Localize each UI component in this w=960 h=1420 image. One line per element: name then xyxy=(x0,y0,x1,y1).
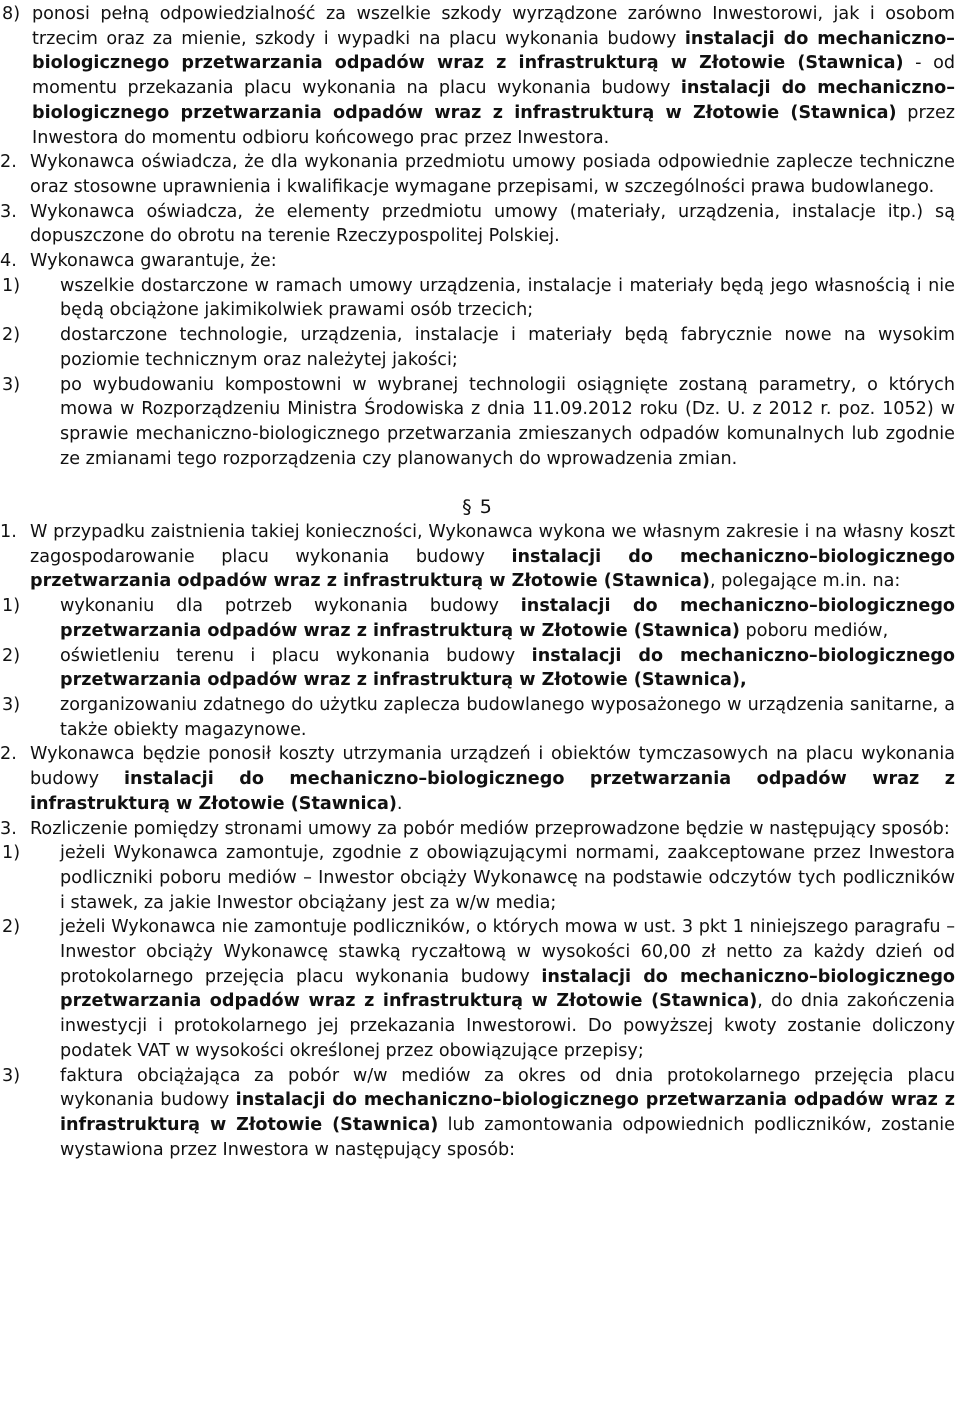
list-item xyxy=(0,693,955,742)
list-number: 1) xyxy=(2,275,21,296)
list-item xyxy=(0,373,955,472)
section-heading xyxy=(0,495,955,520)
text-run: przez Inwestora do momentu odbioru końcowego prac przez Inwestora. xyxy=(32,102,956,148)
paragraph-text xyxy=(30,520,955,594)
text-run: poboru mediów, xyxy=(739,620,889,641)
bold-run: instalacji do mechaniczno–biologicznego przetwarzania odpadów wraz z infrastrukturą w Złotowie (Stawnica) xyxy=(60,596,956,641)
bold-run: instalacji do mechaniczno–biologicznego przetwarzania odpadów wraz z infrastrukturą w Złotowie (Stawnica) xyxy=(32,78,955,123)
text-run: , polegające m.in. na: xyxy=(709,571,901,592)
list-text xyxy=(60,644,955,693)
list-number: 1) xyxy=(2,843,21,864)
paragraph-number: 2. xyxy=(0,152,17,173)
clause-text xyxy=(32,2,955,150)
list-number: 2) xyxy=(2,325,21,346)
list-number: 3) xyxy=(2,694,21,715)
paragraph-number: 4. xyxy=(0,251,17,272)
paragraph-number: 1. xyxy=(0,522,17,543)
list-text xyxy=(60,1064,955,1163)
paragraph-number: 2. xyxy=(0,744,17,765)
list-item xyxy=(0,915,955,1063)
list-number: 2) xyxy=(2,917,21,938)
section5-paragraph-2 xyxy=(0,742,955,816)
section-title: § 5 xyxy=(462,496,493,519)
bold-run: instalacji do mechaniczno–biologicznego przetwarzania odpadów wraz z infrastrukturą w Złotowie (Stawnica) xyxy=(30,546,955,592)
list-item xyxy=(0,594,955,643)
list-text xyxy=(60,594,955,643)
list-number: 1) xyxy=(2,596,21,617)
list-item xyxy=(0,274,955,323)
text-run: wykonaniu dla potrzeb wykonania budowy xyxy=(60,596,521,617)
list-item xyxy=(0,1064,955,1163)
text-run: jeżeli Wykonawca nie zamontuje podliczników, o których mowa w ust. 3 pkt 1 niniejszego paragrafu – Inwestor obciąży Wykonawcę stawką ryczałtową w wysokości 60,00 zł netto za każdy dzień od protokolarnego przejęcia placu wykonania budowy xyxy=(60,917,955,987)
paragraph-text: Wykonawca oświadcza, że elementy przedmiotu umowy (materiały, urządzenia, instalacje itp.) są dopuszczone do obrotu na terenie Rzeczypospolitej Polskiej. xyxy=(30,201,955,247)
bold-run: instalacji do mechaniczno–biologicznego przetwarzania odpadów wraz z infrastrukturą w Złotowie (Stawnica) xyxy=(32,28,955,74)
bold-run: instalacji do mechaniczno–biologicznego przetwarzania odpadów wraz z infrastrukturą w Złotowie (Stawnica) xyxy=(60,1090,955,1135)
paragraph-number: 3. xyxy=(0,201,17,222)
list-number: 3) xyxy=(2,1065,21,1086)
list-text: wszelkie dostarczone w ramach umowy urządzenia, instalacje i materiały będą jego własnością i nie będą obciążone jakimikolwiek prawami osób trzecich; xyxy=(60,275,955,321)
list-text: jeżeli Wykonawca zamontuje, zgodnie z obowiązującymi normami, zaakceptowane przez Inwestora podliczniki poboru mediów – Inwestor obciąży Wykonawcę na podstawie odczytów tych podliczników i stawek, za jakie Inwestor obciążany jest za w/w media; xyxy=(60,843,955,913)
text-run: , do dnia zakończenia inwestycji i protokolarnego jej przekazania Inwestorowi. Do powyższej kwoty zostanie doliczony podatek VAT w wysokości określonej przez obowiązujące przepisy; xyxy=(60,991,955,1061)
paragraph-number: 3. xyxy=(0,818,17,839)
paragraph-3 xyxy=(0,200,955,249)
text-run: . xyxy=(396,793,403,814)
list-text: po wybudowaniu kompostowni w wybranej technologii osiągnięte zostaną parametry, o których mowa w Rozporządzeniu Ministra Środowiska z dnia 11.09.2012 roku (Dz. U. z 2012 r. poz. 1052) w sprawie mechaniczno-biologicznego przetwarzania zmieszanych odpadów komunalnych lub zgodnie ze zmianami tego rozporządzenia czy planowanych do wprowadzenia zmian. xyxy=(60,374,955,469)
clause-8 xyxy=(0,2,955,150)
bold-run: instalacji do mechaniczno–biologicznego przetwarzania odpadów wraz z infrastrukturą w Złotowie (Stawnica), xyxy=(60,645,955,691)
paragraph-text: Rozliczenie pomiędzy stronami umowy za pobór mediów przeprowadzone będzie w następujący sposób: xyxy=(30,818,950,839)
list-number: 3) xyxy=(2,374,21,395)
list-item xyxy=(0,323,955,372)
list-text: zorganizowaniu zdatnego do użytku zaplecza budowlanego wyposażonego w urządzenia sanitarne, a także obiekty magazynowe. xyxy=(60,694,955,740)
bold-run: instalacji do mechaniczno–biologicznego przetwarzania odpadów wraz z infrastrukturą w Złotowie (Stawnica) xyxy=(30,769,955,814)
bold-run: instalacji do mechaniczno–biologicznego przetwarzania odpadów wraz z infrastrukturą w Złotowie (Stawnica) xyxy=(60,966,956,1012)
paragraph-text: Wykonawca oświadcza, że dla wykonania przedmiotu umowy posiada odpowiednie zaplecze techniczne oraz stosowne uprawnienia i kwalifikacje wymagane przepisami, w szczególności prawa budowlanego. xyxy=(30,152,955,197)
text-run: W przypadku zaistnienia takiej konieczności, Wykonawca wykona we własnym zakresie i na własny koszt zagospodarowanie placu wykonania budowy xyxy=(30,522,955,567)
list-text: dostarczone technologie, urządzenia, instalacje i materiały będą fabrycznie nowe na wysokim poziomie technicznym oraz należytej jakości; xyxy=(60,325,955,370)
paragraph-text xyxy=(30,742,955,816)
list-number: 2) xyxy=(2,645,21,666)
clause-number: 8) xyxy=(2,4,21,24)
section5-paragraph-1 xyxy=(0,520,955,594)
section5-paragraph-3 xyxy=(0,817,955,842)
text-run: Wykonawca będzie ponosił koszty utrzymania urządzeń i obiektów tymczasowych na placu wykonania budowy xyxy=(30,744,955,790)
paragraph-2 xyxy=(0,150,955,199)
paragraph-text: Wykonawca gwarantuje, że: xyxy=(30,251,277,272)
list-item xyxy=(0,644,955,693)
text-run: lub zamontowania odpowiednich podliczników, zostanie wystawiona przez Inwestora w następujący sposób: xyxy=(60,1114,955,1160)
list-text xyxy=(60,915,955,1063)
text-run: oświetleniu terenu i placu wykonania budowy xyxy=(60,645,532,666)
list-item xyxy=(0,841,955,915)
text-run: faktura obciążająca za pobór w/w mediów za okres od dnia protokolarnego przejęcia placu wykonania budowy xyxy=(60,1065,955,1111)
paragraph-4 xyxy=(0,249,955,274)
text-run: - od momentu przekazania placu wykonania na placu wykonania budowy xyxy=(32,53,956,99)
text-run: ponosi pełną odpowiedzialność za wszelkie szkody wyrządzone zarówno Inwestorowi, jak i osobom trzecim oraz za mienie, szkody i wypadki na placu wykonania budowy xyxy=(32,4,955,49)
